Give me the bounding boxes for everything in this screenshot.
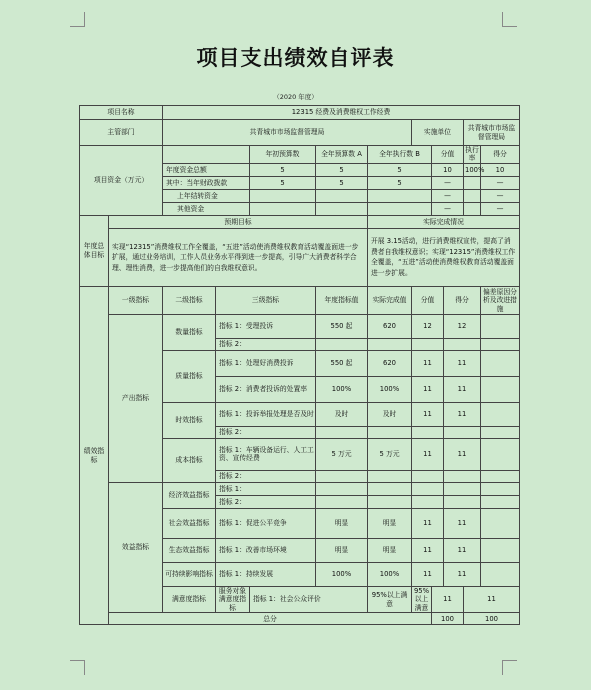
cell: [368, 189, 432, 202]
crop-mark: [502, 12, 517, 27]
cell: [316, 338, 368, 350]
actual-result-header: 实际完成情况: [368, 215, 520, 228]
table-row: [80, 106, 520, 120]
document-title: 项目支出绩效自评表: [196, 45, 395, 70]
cell: [444, 482, 481, 495]
table-row: [80, 228, 520, 286]
goals-label: 年度总体目标: [80, 215, 109, 286]
cell: 11: [444, 508, 481, 538]
evaluation-table: [79, 105, 520, 625]
cell: 12: [412, 314, 444, 338]
cell: 100%: [368, 376, 412, 402]
table-row: [80, 613, 520, 625]
cell: 12: [444, 314, 481, 338]
cell: 明显: [316, 538, 368, 562]
cell: [464, 176, 481, 189]
cell: 100%: [316, 562, 368, 586]
cell: 11: [444, 438, 481, 470]
cell: 5: [250, 163, 316, 176]
cell: 11: [432, 586, 464, 612]
sec-indicator: 服务对象满意度指标: [216, 586, 250, 612]
sec-indicator: 社会效益指标: [163, 508, 216, 538]
total-score: 100: [432, 613, 464, 625]
cell: 95%以上满意: [368, 586, 412, 612]
cell: 550 起: [316, 350, 368, 376]
cell: [412, 495, 444, 508]
cell: 5: [368, 176, 432, 189]
sec-indicator: 成本指标: [163, 438, 216, 482]
output-indicator-label: 产出指标: [109, 314, 163, 482]
cell: [444, 426, 481, 438]
dept-label: 主管部门: [80, 120, 163, 146]
cell: [316, 426, 368, 438]
cell: [368, 338, 412, 350]
indicator-cell: 指标 1：改善市场环境: [216, 538, 316, 562]
cell: 11: [412, 438, 444, 470]
project-name-label: 项目名称: [80, 106, 163, 120]
performance-label: 绩效指标: [80, 286, 109, 624]
col-header: 执行率: [465, 146, 479, 163]
unit-label: 实施单位: [412, 120, 464, 146]
actual-result-text: 开展 3.15活动，进行消费维权宣传，提高了消费者自我维权意识；实现“12315”消费维权工作全覆盖，“五进”活动使消费维权教育活动覆盖面进一步扩展。: [368, 228, 520, 286]
satisfaction-indicator-label: 满意度指标: [163, 586, 216, 612]
cell: 11: [444, 562, 481, 586]
cell: [464, 202, 481, 215]
cell: 及时: [368, 402, 412, 426]
total-label: 总分: [109, 613, 432, 625]
col-header: 二级指标: [163, 286, 216, 314]
cell: 100%: [316, 376, 368, 402]
col-header: 年度指标值: [316, 286, 368, 314]
cell: 620: [368, 314, 412, 338]
indicator-cell: 指标 2：: [216, 338, 316, 350]
project-name-value: 12315 经费及消费维权工作经费: [163, 106, 520, 120]
cell: [316, 470, 368, 482]
col-header: 得分: [481, 146, 520, 164]
cell: [368, 470, 412, 482]
table-row: [80, 146, 520, 164]
cell: [412, 482, 444, 495]
benefit-indicator-label: 效益指标: [109, 482, 163, 612]
indicator-cell: 指标 1：投诉举报处理是否及时: [216, 402, 316, 426]
cell: [444, 495, 481, 508]
cell: —: [481, 189, 520, 202]
cell: —: [432, 176, 464, 189]
cell: [368, 426, 412, 438]
cell: 5 万元: [368, 438, 412, 470]
cell: [316, 202, 368, 215]
cell: [250, 189, 316, 202]
cell: 5 万元: [316, 438, 368, 470]
crop-mark: [70, 12, 85, 27]
expected-goal-text: 实现“12315”消费维权工作全覆盖，“五进”活动使消费维权教育活动覆盖面进一步扩展，通过业务培训，工作人员业务水平得到进一步提高，引导广大消费者科学合理、理性消费，进一步提高他们的自我维权意识。: [109, 228, 368, 286]
cell: 11: [412, 376, 444, 402]
col-header: 年初预算数: [250, 146, 316, 164]
cell: 10: [481, 163, 520, 176]
cell: 550 起: [316, 314, 368, 338]
table-row: [80, 215, 520, 228]
indicator-cell: 指标 2：: [216, 426, 316, 438]
indicator-cell: 指标 1：促进公平竞争: [216, 508, 316, 538]
sec-indicator: 质量指标: [163, 350, 216, 402]
indicator-cell: 指标 1：社会公众评价: [250, 586, 368, 612]
cell: 明显: [368, 538, 412, 562]
cell: [250, 202, 316, 215]
sec-indicator: 时效指标: [163, 402, 216, 438]
sec-indicator: 经济效益指标: [163, 482, 216, 508]
col-header: 全年执行数 B: [368, 146, 432, 164]
cell: 100%: [368, 562, 412, 586]
cell: —: [481, 202, 520, 215]
indicator-cell: 指标 1：车辆设备运行、人工工资、宣传经费: [216, 438, 316, 470]
indicator-cell: 指标 1：受理投诉: [216, 314, 316, 338]
funds-label: 项目资金（万元）: [80, 146, 163, 216]
table-row: [80, 314, 520, 338]
col-header: 分值: [432, 146, 464, 164]
cell: 11: [412, 538, 444, 562]
sec-indicator: 数量指标: [163, 314, 216, 350]
cell: 10: [432, 163, 464, 176]
cell: 5: [250, 176, 316, 189]
cell: 11: [464, 586, 520, 612]
crop-mark: [70, 660, 85, 675]
funds-row-label: 上年结转资金: [163, 189, 250, 202]
cell: 明显: [368, 508, 412, 538]
col-header: 得分: [444, 286, 481, 314]
cell: 11: [412, 402, 444, 426]
indicator-cell: 指标 1：持续发展: [216, 562, 316, 586]
cell: [368, 482, 412, 495]
cell: 11: [412, 508, 444, 538]
cell: [444, 338, 481, 350]
col-header: 全年预算数 A: [316, 146, 368, 164]
cell: [368, 202, 432, 215]
table-row: [80, 120, 520, 146]
col-header: 分值: [412, 286, 444, 314]
dept-value: 共青城市市场监督管理局: [163, 120, 412, 146]
col-header: 一级指标: [109, 286, 163, 314]
cell: [316, 495, 368, 508]
cell: 5: [316, 176, 368, 189]
year-label: （2020 年度）: [273, 93, 318, 101]
cell: [412, 426, 444, 438]
funds-row-label: 其他资金: [163, 202, 250, 215]
cell: —: [432, 202, 464, 215]
cell: [316, 189, 368, 202]
funds-row-label: 其中：当年财政拨款: [163, 176, 250, 189]
table-row: [80, 482, 520, 495]
indicator-cell: 指标 2：: [216, 495, 316, 508]
cell: 明显: [316, 508, 368, 538]
cell: 95%以上满意: [412, 586, 432, 612]
cell: [368, 495, 412, 508]
col-header: 三级指标: [216, 286, 316, 314]
sec-indicator: 生态效益指标: [163, 538, 216, 562]
cell: 及时: [316, 402, 368, 426]
total-got: 100: [464, 613, 520, 625]
cell: 100%: [464, 163, 481, 176]
cell: —: [481, 176, 520, 189]
col-header: 实际完成值: [368, 286, 412, 314]
cell: [316, 482, 368, 495]
cell: 11: [412, 350, 444, 376]
indicator-cell: 指标 2：: [216, 470, 316, 482]
cell: [444, 470, 481, 482]
cell: 11: [444, 538, 481, 562]
crop-mark: [502, 660, 517, 675]
indicator-cell: 指标 2：消费者投诉的处置率: [216, 376, 316, 402]
cell: [412, 338, 444, 350]
cell: 5: [368, 163, 432, 176]
cell: 11: [444, 402, 481, 426]
sec-indicator: 可持续影响指标: [163, 562, 216, 586]
funds-row-label: 年度资金总额: [163, 163, 250, 176]
indicator-cell: 指标 1：处理好消费投诉: [216, 350, 316, 376]
table-row: [80, 286, 520, 314]
cell: 11: [412, 562, 444, 586]
cell: [464, 189, 481, 202]
unit-value: 共青城市市场监督管理局: [464, 120, 520, 146]
indicator-cell: 指标 1：: [216, 482, 316, 495]
cell: 11: [444, 350, 481, 376]
cell: 620: [368, 350, 412, 376]
cell: 5: [316, 163, 368, 176]
cell: —: [432, 189, 464, 202]
expected-goal-header: 预期目标: [109, 215, 368, 228]
cell: 11: [444, 376, 481, 402]
cell: [412, 470, 444, 482]
col-header: 偏差原因分析及改进措施: [481, 286, 520, 314]
